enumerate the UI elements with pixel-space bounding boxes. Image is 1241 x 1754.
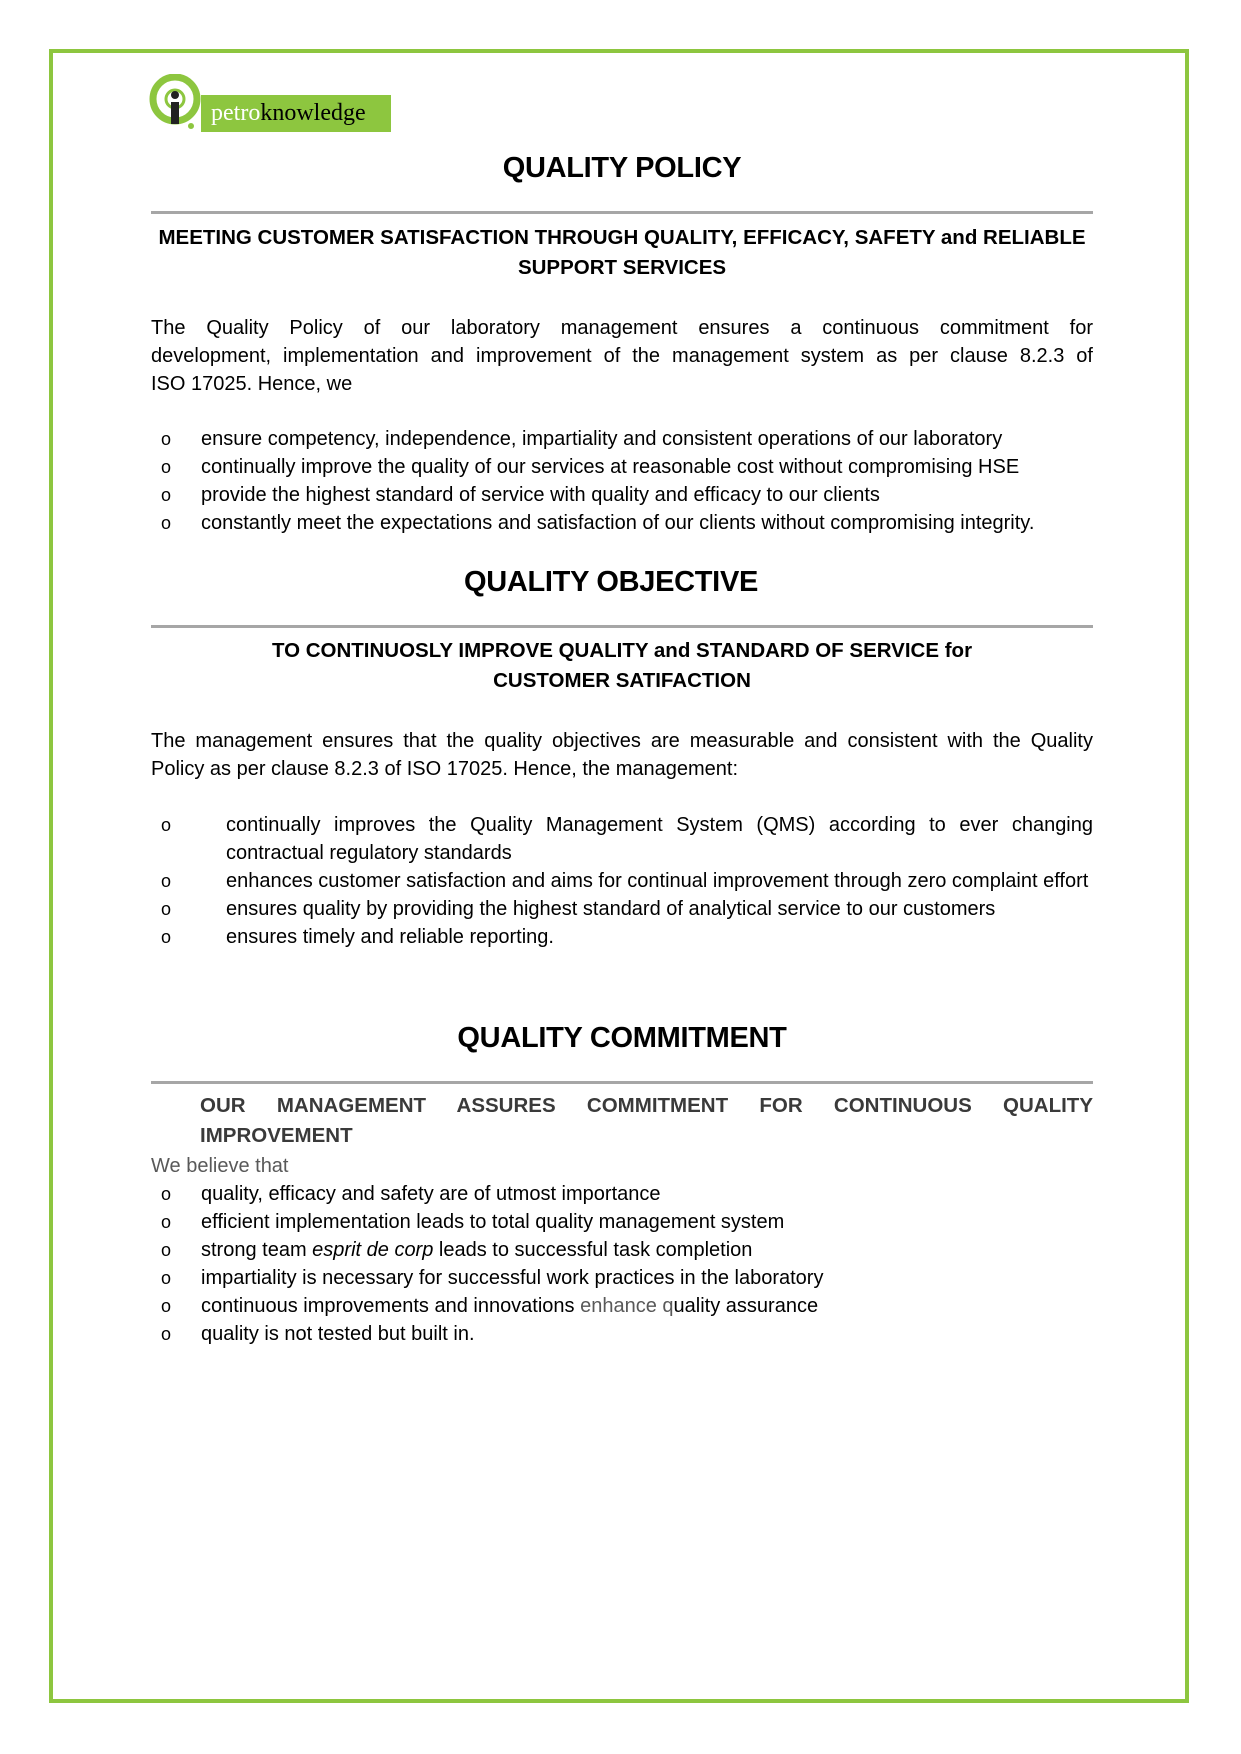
list-item <box>151 923 1093 951</box>
quality-commitment-title: QUALITY COMMITMENT <box>457 1022 787 1054</box>
quality-policy-list <box>151 425 1093 537</box>
petroknowledge-mark-icon <box>149 74 207 132</box>
list-item-text: ensure competency, independence, impartiality and consistent operations of our laboratory <box>201 428 1003 450</box>
list-item-text: continually improves the Quality Management System (QMS) according to ever changing contractual regulatory standards <box>226 814 1093 864</box>
bullet-icon: o <box>161 815 172 835</box>
paragraph-line: ISO 17025. Hence, we <box>151 373 353 395</box>
quality-objective-subtitle <box>151 636 1093 696</box>
list-item-text: quality, efficacy and safety are of utmost importance <box>201 1183 661 1205</box>
bullet-icon: o <box>161 457 172 477</box>
quality-policy-paragraph <box>151 314 1093 398</box>
bullet-icon: o <box>161 1184 172 1204</box>
paragraph-line: The Quality Policy of our laboratory management ensures a continuous commitment for <box>151 317 1093 339</box>
list-item <box>151 1320 1093 1348</box>
list-item <box>151 811 1093 867</box>
list-item <box>151 453 1093 481</box>
list-item-text: enhances customer satisfaction and aims for continual improvement through zero complaint effort <box>226 870 1089 892</box>
logo-text-prefix: petro <box>211 100 261 126</box>
list-item-text: quality is not tested but built in. <box>201 1323 475 1345</box>
divider <box>151 211 1093 214</box>
bullet-icon: o <box>161 1296 172 1316</box>
heading-line: IMPROVEMENT <box>200 1124 353 1147</box>
list-item-text: ensures timely and reliable reporting. <box>226 926 554 948</box>
divider <box>151 625 1093 628</box>
list-item <box>151 509 1093 537</box>
subtitle-line: CUSTOMER SATIFACTION <box>493 669 751 692</box>
bullet-icon: o <box>161 871 172 891</box>
list-item <box>151 1264 1093 1292</box>
quality-commitment-list <box>151 1180 1093 1348</box>
company-logo <box>149 74 391 132</box>
quality-objective-paragraph: The management ensures that the quality objectives are measurable and consistent with the Quality Policy as per clause 8.2.3 of ISO 17025. Hence, the management: <box>151 730 1093 780</box>
list-item-text: impartiality is necessary for successful work practices in the laboratory <box>201 1267 824 1289</box>
heading-line: OUR MANAGEMENT ASSURES COMMITMENT FOR CONTINUOUS QUALITY <box>200 1094 1093 1117</box>
list-item-text: continually improve the quality of our services at reasonable cost without compromising HSE <box>201 456 1020 478</box>
bullet-icon: o <box>161 1268 172 1288</box>
list-item-text: ensures quality by providing the highest standard of analytical service to our customers <box>226 898 996 920</box>
bullet-icon: o <box>161 429 172 449</box>
list-item <box>151 481 1093 509</box>
bullet-icon: o <box>161 927 172 947</box>
bullet-icon: o <box>161 1212 172 1232</box>
quality-policy-title: QUALITY POLICY <box>502 152 742 184</box>
list-item <box>151 1292 1093 1320</box>
list-item-text: efficient implementation leads to total quality management system <box>201 1211 785 1233</box>
quality-commitment-intro: We believe that <box>151 1155 289 1177</box>
divider <box>151 1081 1093 1084</box>
list-item-text: uality assurance <box>673 1295 819 1317</box>
list-item-text: continuous improvements and innovations <box>201 1295 581 1317</box>
list-item <box>151 1208 1093 1236</box>
bullet-icon: o <box>161 485 172 505</box>
quality-commitment-heading <box>200 1091 1093 1151</box>
bullet-icon: o <box>161 899 172 919</box>
list-item-text: leads to successful task completion <box>433 1239 753 1261</box>
subtitle-line: TO CONTINUOSLY IMPROVE QUALITY and STANDARD OF SERVICE for <box>271 639 973 662</box>
list-item <box>151 425 1093 453</box>
list-item <box>151 1180 1093 1208</box>
list-item-text: strong team <box>201 1239 313 1261</box>
logo-wordmark <box>201 95 391 132</box>
bullet-icon: o <box>161 1240 172 1260</box>
list-item-grey-text: enhance q <box>580 1295 674 1317</box>
quality-objective-title: QUALITY OBJECTIVE <box>463 566 759 598</box>
bullet-icon: o <box>161 1324 172 1344</box>
quality-policy-subtitle: MEETING CUSTOMER SATISFACTION THROUGH QUALITY, EFFICACY, SAFETY and RELIABLE SUPPORT SERVICES <box>158 226 1086 279</box>
list-item <box>151 895 1093 923</box>
quality-objective-list <box>151 811 1093 951</box>
logo-text-suffix: knowledge <box>260 100 366 126</box>
bullet-icon: o <box>161 513 172 533</box>
list-item-text: provide the highest standard of service with quality and efficacy to our clients <box>201 484 880 506</box>
list-item <box>151 1236 1093 1264</box>
list-item <box>151 867 1093 895</box>
list-item-italic-text: esprit de corp <box>312 1239 434 1261</box>
list-item-text: constantly meet the expectations and satisfaction of our clients without compromising integrity. <box>201 512 1035 534</box>
paragraph-line: development, implementation and improvement of the management system as per clause 8.2.3 of <box>151 345 1093 367</box>
